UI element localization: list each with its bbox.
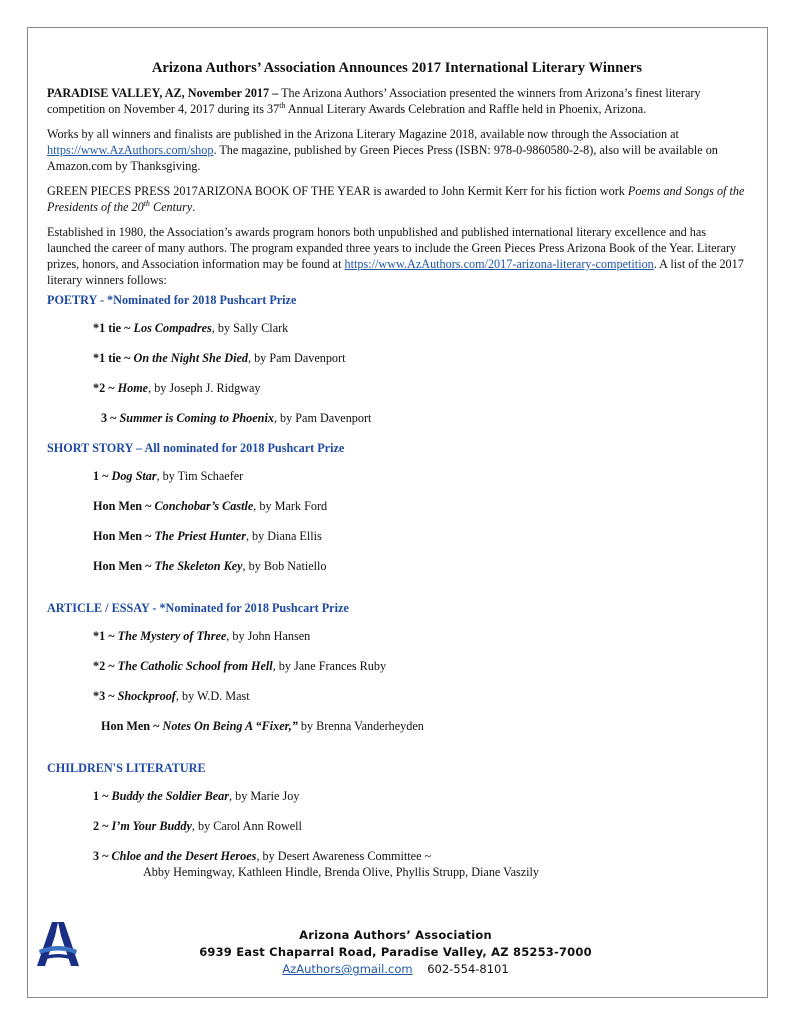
dateline: PARADISE VALLEY, AZ, November 2017 –	[47, 86, 279, 100]
intro-text-a: The Arizona Authors’ Association presented the winners from Arizona’s finest literary competition on November 4, 2017 during its 37	[47, 86, 701, 116]
entry-rank: *1 ~	[93, 629, 118, 643]
entry-work: Conchobar’s Castle	[154, 499, 254, 513]
list-item	[93, 788, 747, 804]
list-item	[93, 628, 747, 644]
entry-rank: Hon Men ~	[101, 719, 163, 733]
footer-contact	[0, 961, 791, 978]
entry-author: by Brenna Vanderheyden	[297, 719, 424, 733]
poetry-heading: POETRY - *Nominated for 2018 Pushcart Prize	[47, 293, 297, 307]
article-essay-heading: ARTICLE / ESSAY - *Nominated for 2018 Pushcart Prize	[47, 601, 349, 615]
childrens-literature-heading: CHILDREN'S LITERATURE	[47, 761, 206, 775]
entry-rank: Hon Men ~	[93, 529, 155, 543]
entry-continuation: Abby Hemingway, Kathleen Hindle, Brenda Olive, Phyllis Strupp, Diane Vaszily	[143, 865, 540, 879]
list-item	[93, 320, 747, 336]
entry-work: The Catholic School from Hell	[117, 659, 273, 673]
established-paragraph	[47, 224, 747, 288]
entry-work: Shockproof	[117, 689, 176, 703]
footer	[0, 927, 791, 978]
list-item	[93, 658, 747, 674]
list-item	[93, 528, 747, 544]
press-release-body	[47, 60, 747, 880]
entry-rank: *3 ~	[93, 689, 118, 703]
list-item	[93, 468, 747, 484]
entry-author: , by Desert Awareness Committee ~	[256, 849, 432, 863]
entry-author: , by Pam Davenport	[247, 351, 346, 365]
entry-author: , by John Hansen	[226, 629, 311, 643]
page-title: Arizona Authors’ Association Announces 2017 International Literary Winners	[151, 60, 643, 76]
entry-rank: Hon Men ~	[93, 499, 155, 513]
entry-work: Summer is Coming to Phoenix	[119, 411, 274, 425]
intro-text-b: Annual Literary Awards Celebration and Raffle held in Phoenix, Arizona.	[285, 102, 647, 116]
entry-work: Dog Star	[111, 469, 157, 483]
intro-paragraph	[47, 85, 747, 117]
list-item	[93, 848, 747, 864]
entry-author: , by Diana Ellis	[245, 529, 322, 543]
entry-work: On the Night She Died	[133, 351, 248, 365]
works-text-b: . The magazine, published by Green Pieces Press (ISBN: 978-0-9860580-2-8), also will be available on Amazon.com by Thanksgiving.	[47, 143, 718, 173]
entry-work: The Mystery of Three	[117, 629, 227, 643]
boy-work-a: Poems and Songs of the Presidents of the 20	[47, 184, 745, 214]
entry-rank: *1 tie ~	[93, 321, 134, 335]
entry-rank: *2 ~	[93, 381, 118, 395]
book-of-year-paragraph	[47, 183, 747, 215]
entry-author: , by Marie Joy	[229, 789, 300, 803]
shop-link[interactable]: https://www.AzAuthors.com/shop	[47, 143, 214, 157]
list-item	[101, 718, 747, 734]
works-paragraph	[47, 126, 747, 174]
entry-work: Los Compadres	[133, 321, 212, 335]
entry-work: The Priest Hunter	[154, 529, 246, 543]
boy-text-a: GREEN PIECES PRESS 2017ARIZONA BOOK OF THE YEAR is awarded to John Kermit Kerr for his fiction work	[47, 184, 628, 198]
list-item	[93, 380, 747, 396]
entry-rank: *1 tie ~	[93, 351, 134, 365]
entry-work: Chloe and the Desert Heroes	[111, 849, 257, 863]
entry-author: , by Sally Clark	[211, 321, 289, 335]
entry-work: I’m Your Buddy	[111, 819, 192, 833]
entry-author: , by Tim Schaefer	[156, 469, 244, 483]
entry-work: Notes On Being A “Fixer,”	[162, 719, 298, 733]
short-story-heading: SHORT STORY – All nominated for 2018 Pushcart Prize	[47, 441, 345, 455]
entry-author: , by W.D. Mast	[175, 689, 250, 703]
entry-rank: *2 ~	[93, 659, 118, 673]
est-text-a: Established in 1980, the Association’s awards program honors both unpublished and published international literary excellence and has launched the career of many authors. The program expanded three years to include the Green Pieces Press Arizona Book of the Year. Literary prizes, honors, and Association information may be found at	[47, 225, 737, 271]
intro-sup: th	[279, 100, 286, 110]
list-item	[93, 558, 747, 574]
footer-org: Arizona Authors’ Association	[299, 928, 492, 942]
footer-address: 6939 East Chaparral Road, Paradise Valley, AZ 85253-7000	[199, 945, 592, 959]
entry-work: The Skeleton Key	[154, 559, 243, 573]
list-item	[101, 410, 747, 426]
boy-work-b: Century	[149, 200, 193, 214]
works-text-a: Works by all winners and finalists are published in the Arizona Literary Magazine 2018, available now through the Association at	[47, 127, 679, 141]
entry-author: , by Bob Natiello	[242, 559, 327, 573]
entry-author: , by Mark Ford	[253, 499, 328, 513]
list-item	[93, 688, 747, 704]
entry-work: Buddy the Soldier Bear	[111, 789, 230, 803]
list-item	[93, 350, 747, 366]
entry-rank: 3 ~	[101, 411, 120, 425]
footer-phone: 602-554-8101	[427, 962, 509, 976]
boy-text-b: .	[192, 200, 196, 214]
entry-author: , by Joseph J. Ridgway	[148, 381, 261, 395]
entry-rank: 1 ~	[93, 789, 112, 803]
competition-link[interactable]: https://www.AzAuthors.com/2017-arizona-literary-competition	[344, 257, 654, 271]
list-item	[93, 498, 747, 514]
entry-rank: Hon Men ~	[93, 559, 155, 573]
entry-work: Home	[117, 381, 149, 395]
entry-author: , by Jane Frances Ruby	[272, 659, 387, 673]
est-text-b: . A list of the 2017 literary winners follows:	[47, 257, 744, 287]
entry-rank: 3 ~	[93, 849, 112, 863]
entry-author: , by Carol Ann Rowell	[191, 819, 302, 833]
entry-author: , by Pam Davenport	[273, 411, 372, 425]
boy-sup: th	[143, 198, 150, 208]
entry-rank: 2 ~	[93, 819, 112, 833]
footer-email-link[interactable]: AzAuthors@gmail.com	[282, 962, 413, 976]
list-item	[93, 818, 747, 834]
entry-rank: 1 ~	[93, 469, 112, 483]
